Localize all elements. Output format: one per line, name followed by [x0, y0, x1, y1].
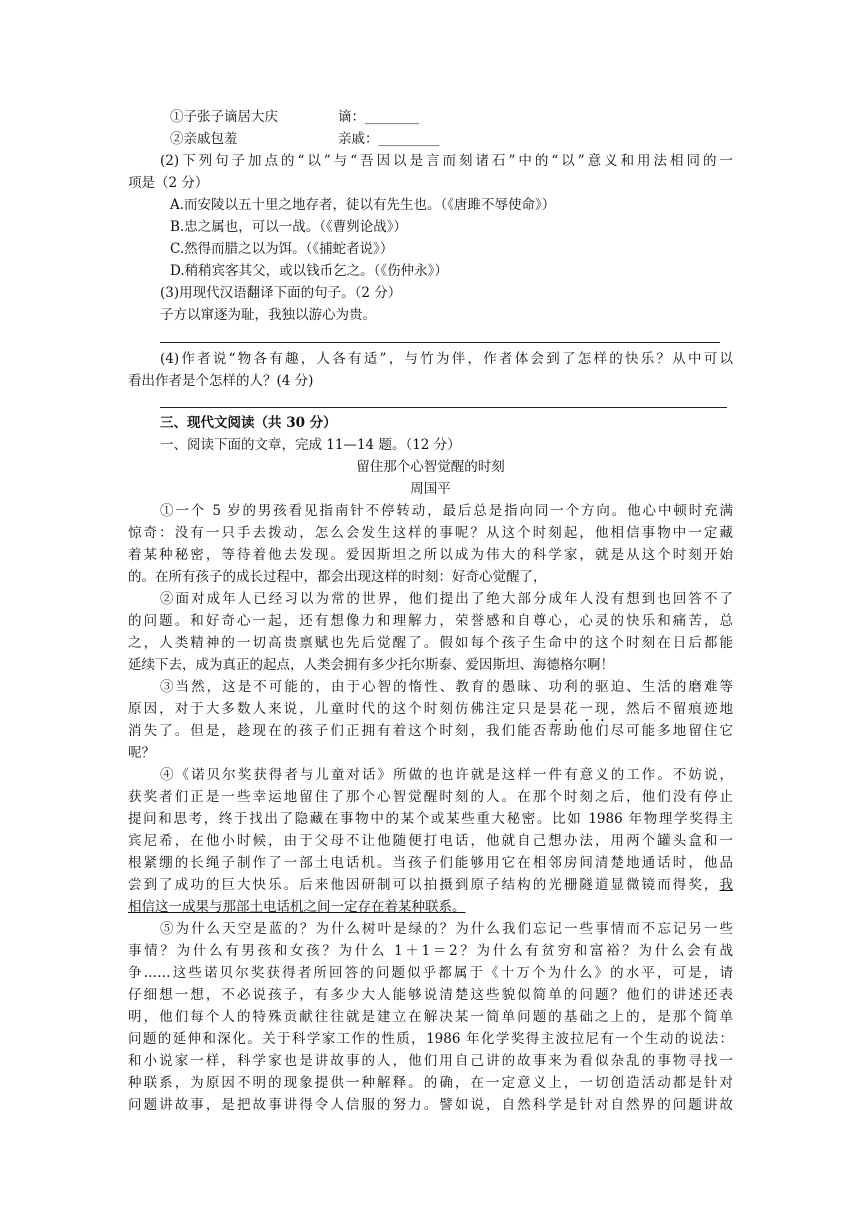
q3-stem: (3)用现代汉语翻译下面的句子。（2 分） [160, 285, 402, 301]
p3-dotted-phrase: 昙花一现 [548, 701, 611, 717]
p4-line1: ④《诺贝尔奖获得者与儿童对话》所做的也许就是这样一件有意义的工作。不妨说， [160, 767, 733, 783]
p5-line4: 仔细想一想，不必说孩子，有多少大人能够说清楚这些貌似简单的问题？他们的讲述还表 [128, 987, 733, 1003]
p4-line6-pre: 尝到了成功的巨大快乐。后来他因研制可以拍摄到原子结构的光栅隧道显微镜而得奖， [128, 877, 720, 893]
p1-line3: 着某种秘密，等待着他去发现。爱因斯坦之所以成为伟大的科学家，就是从这个时刻开始 [128, 547, 733, 563]
p5-line9: 问题讲故事，是把故事讲得令人信服的努力。譬如说，自然科学是针对自然界的问题讲故 [128, 1097, 733, 1113]
p3-line3: 消失了。但是，趁现在的孩子们正拥有着这个时刻，我们能否帮助他们尽可能多地留住它 [128, 723, 733, 739]
q1-item2-text: ②亲戚包羞 [170, 131, 238, 147]
q2-option-a: A.而安陵以五十里之地存者，徒以有先生也。（《唐雎不辱使命》） [170, 197, 556, 213]
p5-line7: 和小说家一样，科学家也是讲故事的人，他们用自己讲的故事来为看似杂乱的事物寻找一 [128, 1053, 733, 1069]
p3-line4: 呢？ [128, 745, 155, 761]
p5-line5: 明，他们每个人的特殊贡献往往就是建立在解决某一简单问题的基础之上的，是那个简单 [128, 1009, 733, 1025]
q1-item1-text: ①子张子谪居大庆 [170, 109, 278, 125]
q1-item2-answer-field: 亲戚：_________ [338, 131, 440, 147]
p2-line4: 延续下去，成为真正的起点，人类会拥有多少托尔斯泰、爱因斯坦、海德格尔啊！ [128, 657, 614, 673]
p4-line5: 根紧绷的长绳子制作了一部土电话机。当孩子们能够用它在相邻房间清楚地通话时，他品 [128, 855, 733, 871]
p5-line8: 种联系，为原因不明的现象提供一种解释。的确，在一定意义上，一切创造活动都是针对 [128, 1075, 733, 1091]
q2-option-d: D.稍稍宾客其父，或以钱币乞之。（《伤仲永》） [170, 263, 448, 279]
p5-line3: 争……这些诺贝尔奖获得者所回答的问题似乎都属于《十万个为什么》的水平，可是，请 [128, 965, 733, 981]
p2-line2: 的问题。和好奇心一起，还有想像力和理解力，荣誉感和自尊心，心灵的快乐和痛苦，总 [128, 613, 733, 629]
q1-item1-answer-field: 谪：________ [338, 109, 419, 125]
q4-line1: (4)作者说“物各有趣，人各有适”，与竹为伴，作者体会到了怎样的快乐？从中可以 [160, 351, 733, 367]
p1-line4: 的。在所有孩子的成长过程中，都会出现这样的时刻：好奇心觉醒了， [128, 569, 547, 585]
section-instruction: 一、阅读下面的文章，完成 11—14 题。（12 分） [160, 437, 461, 453]
p4-underlined-start: 我 [719, 877, 733, 893]
q4-answer-line [160, 407, 727, 408]
p3-line2-post: ，然后不留痕迹地 [610, 701, 734, 717]
q4-line2: 看出作者是个怎样的人？(4 分) [128, 373, 314, 389]
p5-line2: 事情？为什么有男孩和女孩？为什么 1＋1＝2？为什么有贫穷和富裕？为什么会有战 [128, 943, 733, 959]
p2-line1: ②面对成年人已经习以为常的世界，他们提出了绝大部分成年人没有想到也回答不了 [160, 591, 733, 607]
p4-line4: 宾尼希，在他小时候，由于父母不让他随便打电话，他就自己想办法，用两个罐头盒和一 [128, 833, 733, 849]
q2-option-c: C.然得而腊之以为饵。（《捕蛇者说》） [170, 241, 394, 257]
q3-sentence: 子方以窜逐为耻，我独以游心为贵。 [160, 307, 376, 323]
p4-underlined-sentence: 相信这一成果与那部土电话机之间一定存在着某种联系。 [128, 899, 466, 915]
q2-stem-line2: 项是（2 分） [128, 175, 209, 191]
p1-line1: ①一个 5 岁的男孩看见指南针不停转动，最后总是指向同一个方向。他心中顿时充满 [160, 503, 733, 519]
article-author: 周国平 [410, 481, 451, 497]
p3-line2-pre: 原因，对于大多数人来说，儿童时代的这个时刻仿佛注定只是 [128, 701, 549, 717]
p3-line1: ③当然，这是不可能的，由于心智的惰性、教育的愚昧、功利的驱迫、生活的磨难等 [160, 679, 733, 695]
section-heading: 三、现代文阅读（共 30 分） [160, 415, 337, 431]
p4-line2: 获奖者们正是一些幸运地留住了那个心智觉醒时刻的人。在那个时刻之后，他们没有停止 [128, 789, 733, 805]
p5-line1: ⑤为什么天空是蓝的？为什么树叶是绿的？为什么我们忘记一些事情而不忘记另一些 [160, 921, 733, 937]
p2-line3: 之，人类精神的一切高贵禀赋也先后觉醒了。假如每个孩子生命中的这个时刻在日后都能 [128, 635, 733, 651]
p4-line3: 提问和思考，终于找出了隐藏在事物中的某个或某些重大秘密。比如 1986 年物理学奖得主 [128, 811, 733, 827]
article-title: 留住那个心智觉醒的时刻 [356, 459, 505, 475]
q2-stem-line1: (2)下列句子加点的“以”与“吾因以是言而刻诸石”中的“以”意义和用法相同的一 [160, 153, 733, 169]
p1-line2: 惊奇：没有一只手去拨动，怎么会发生这样的事呢？从这个时刻起，他相信事物中一定藏 [128, 525, 733, 541]
p4-line6 [128, 874, 733, 896]
q2-option-b: B.忠之属也，可以一战。（《曹刿论战》） [170, 219, 407, 235]
q3-answer-line [160, 342, 720, 343]
p5-line6: 问题的延伸和深化。关于科学家工作的性质，1986 年化学奖得主波拉尼有一个生动的说法： [128, 1031, 733, 1047]
